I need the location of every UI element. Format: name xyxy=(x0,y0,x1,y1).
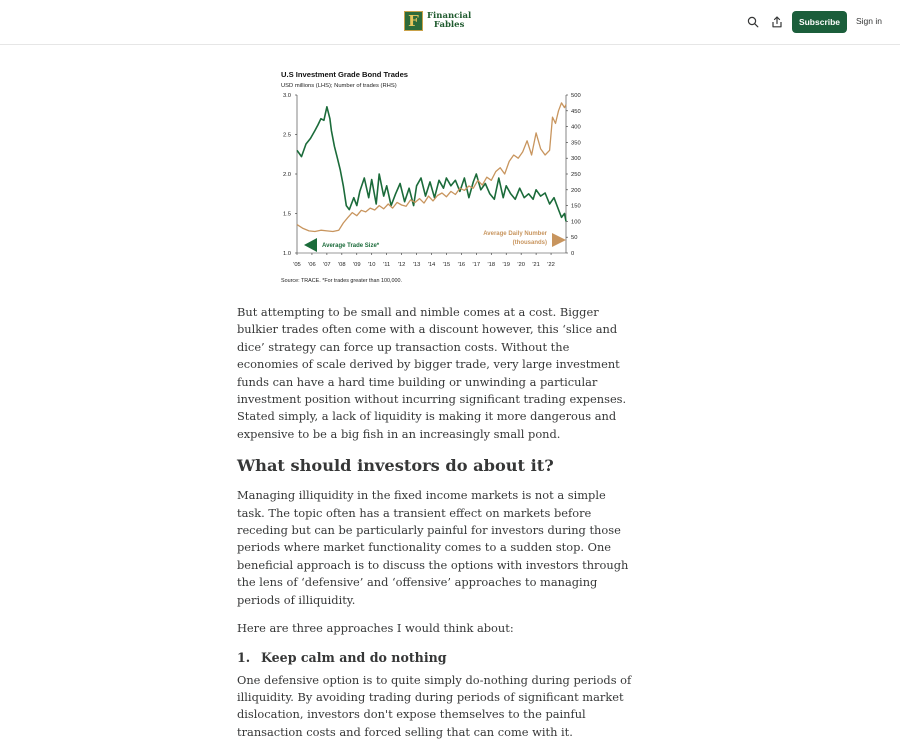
left-tick-label: 2.5 xyxy=(282,132,291,139)
logo-letter: F xyxy=(408,12,419,30)
search-button[interactable] xyxy=(744,13,762,31)
right-tick-label: 150 xyxy=(571,203,581,210)
section-heading: What should investors do about it? xyxy=(237,456,554,476)
right-tick-label: 50 xyxy=(571,235,578,242)
chart-figure xyxy=(276,64,586,289)
article-body xyxy=(237,304,633,752)
chart-subtitle: USD millions (LHS); Number of trades (RHS) xyxy=(281,83,397,89)
x-tick-label: '16 xyxy=(457,262,466,268)
right-tick-label: 400 xyxy=(571,124,581,131)
numbered-subheading xyxy=(237,649,633,667)
trade-size-label: Average Trade Size* xyxy=(322,243,380,249)
trade-count-label-2: (thousands) xyxy=(512,240,547,246)
x-tick-label: '07 xyxy=(323,262,331,268)
trade-count-series-line xyxy=(297,103,566,232)
x-tick-label: '21 xyxy=(532,262,540,268)
x-tick-label: '08 xyxy=(338,262,346,268)
logo-text xyxy=(427,12,471,30)
right-tick-label: 350 xyxy=(571,140,581,147)
chart-series xyxy=(297,103,566,232)
x-tick-label: '06 xyxy=(308,262,316,268)
bond-trades-chart xyxy=(276,64,586,289)
trade-size-arrow-icon xyxy=(304,238,317,252)
right-tick-label: 500 xyxy=(571,93,581,99)
x-tick-label: '12 xyxy=(397,262,406,268)
x-tick-label: '14 xyxy=(427,262,436,268)
left-tick-label: 3.0 xyxy=(282,93,291,99)
x-tick-label: '13 xyxy=(412,262,421,268)
x-tick-label: '15 xyxy=(442,262,451,268)
share-button[interactable] xyxy=(768,13,786,31)
x-tick-label: '19 xyxy=(502,262,511,268)
trade-count-arrow-icon xyxy=(552,233,566,247)
x-tick-label: '17 xyxy=(472,262,481,268)
x-tick-label: '10 xyxy=(367,262,376,268)
logo-line-2: Fables xyxy=(433,20,465,30)
right-tick-label: 0 xyxy=(571,251,575,257)
right-tick-label: 450 xyxy=(571,108,581,115)
left-tick-label: 1.5 xyxy=(282,211,291,218)
trade-count-label-1: Average Daily Number xyxy=(483,231,547,237)
paragraph-2: Managing illiquidity in the fixed income markets is not a simple task. The topic often has a transient effect on markets before receding but can be particularly painful for investors during those periods where market functionality comes to a sudden stop. One beneficial approach is to discuss the options with investors through the lens of ‘defensive’ and ‘offensive’ approaches to managing periods of illiquidity. xyxy=(237,488,629,607)
chart-annotations xyxy=(304,231,566,252)
x-tick-label: '18 xyxy=(487,262,496,268)
left-tick-label: 1.0 xyxy=(282,251,291,257)
paragraph-1: But attempting to be small and nimble comes at a cost. Bigger bulkier trades often come with a discount however, this ‘slice and dice’ strategy can force up transaction costs. Without the economies of scale derived by bigger trade, very large investment funds can have a hard time building or unwinding a particular investment position without incurring significant trading expenses. Stated simply, a lack of liquidity is making it more dangerous and expensive to be a big fish in an increasingly small pond. xyxy=(237,305,627,441)
chart-source: Source: TRACE. *For trades greater than 100,000. xyxy=(281,278,402,284)
subheading-number: 1. xyxy=(237,649,251,665)
right-tick-label: 200 xyxy=(571,187,581,194)
x-tick-label: '11 xyxy=(383,262,391,268)
trade-size-series-line xyxy=(297,107,566,222)
x-tick-label: '22 xyxy=(547,262,555,268)
search-icon xyxy=(747,16,759,28)
subscribe-button[interactable]: Subscribe xyxy=(792,11,847,33)
chart-title: U.S Investment Grade Bond Trades xyxy=(281,70,409,79)
subheading-text: Keep calm and do nothing xyxy=(261,649,447,665)
sign-in-link[interactable]: Sign in xyxy=(856,16,882,26)
right-tick-label: 250 xyxy=(571,172,581,178)
paragraph-4: One defensive option is to quite simply do-nothing during periods of illiquidity. By avoiding trading during periods of significant market dislocation, investors don't expose themselves to the painful transaction costs and forced selling that can come with it. xyxy=(237,672,632,739)
x-tick-label: '05 xyxy=(293,262,301,268)
share-icon xyxy=(771,16,783,28)
right-tick-label: 300 xyxy=(571,156,581,163)
logo-mark xyxy=(404,11,423,31)
top-bar xyxy=(0,0,900,45)
x-tick-label: '20 xyxy=(517,262,525,268)
right-tick-label: 100 xyxy=(571,219,581,226)
left-tick-label: 2.0 xyxy=(282,172,291,178)
paragraph-3: Here are three approaches I would think about: xyxy=(237,621,514,636)
site-logo[interactable] xyxy=(404,11,471,31)
x-tick-label: '09 xyxy=(352,262,361,268)
logo-line-1: Financial xyxy=(427,11,472,21)
